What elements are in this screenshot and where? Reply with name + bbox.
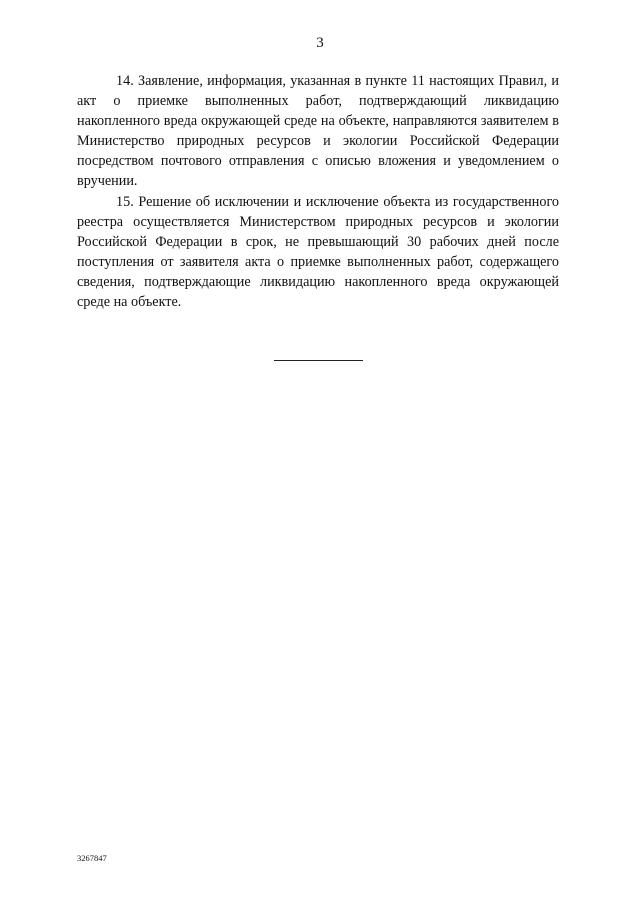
paragraph-text: Заявление, информация, указанная в пункте 11 настоящих Правил, и акт о приемке выполненных работ, подтверждающий ликвидацию накопленного вреда окружающей среде на объекте, направляются заявителем в Министерство природных ресурсов и экологии Российской Федерации посредством почтового отправления с описью вложения и уведомлением о вручении.: [77, 73, 559, 190]
page-number: 3: [316, 35, 324, 51]
paragraph-text: Решение об исключении и исключение объекта из государственного реестра осуществляется Министерством природных ресурсов и экологии Российской Федерации в срок, не превышающий 30 рабочих дней после поступления от заявителя акта о приемке выполненных работ, содержащего сведения, подтверждающие ликвидацию накопленного вреда окружающей среде на объекте.: [77, 193, 559, 311]
paragraph-15: [77, 192, 559, 313]
paragraph-number: 15.: [116, 193, 134, 210]
paragraph-number: 14.: [116, 73, 134, 89]
paragraph-14: [77, 71, 559, 192]
end-separator-line: [274, 360, 363, 361]
document-body: [77, 71, 559, 312]
document-code: 3267847: [77, 853, 107, 863]
